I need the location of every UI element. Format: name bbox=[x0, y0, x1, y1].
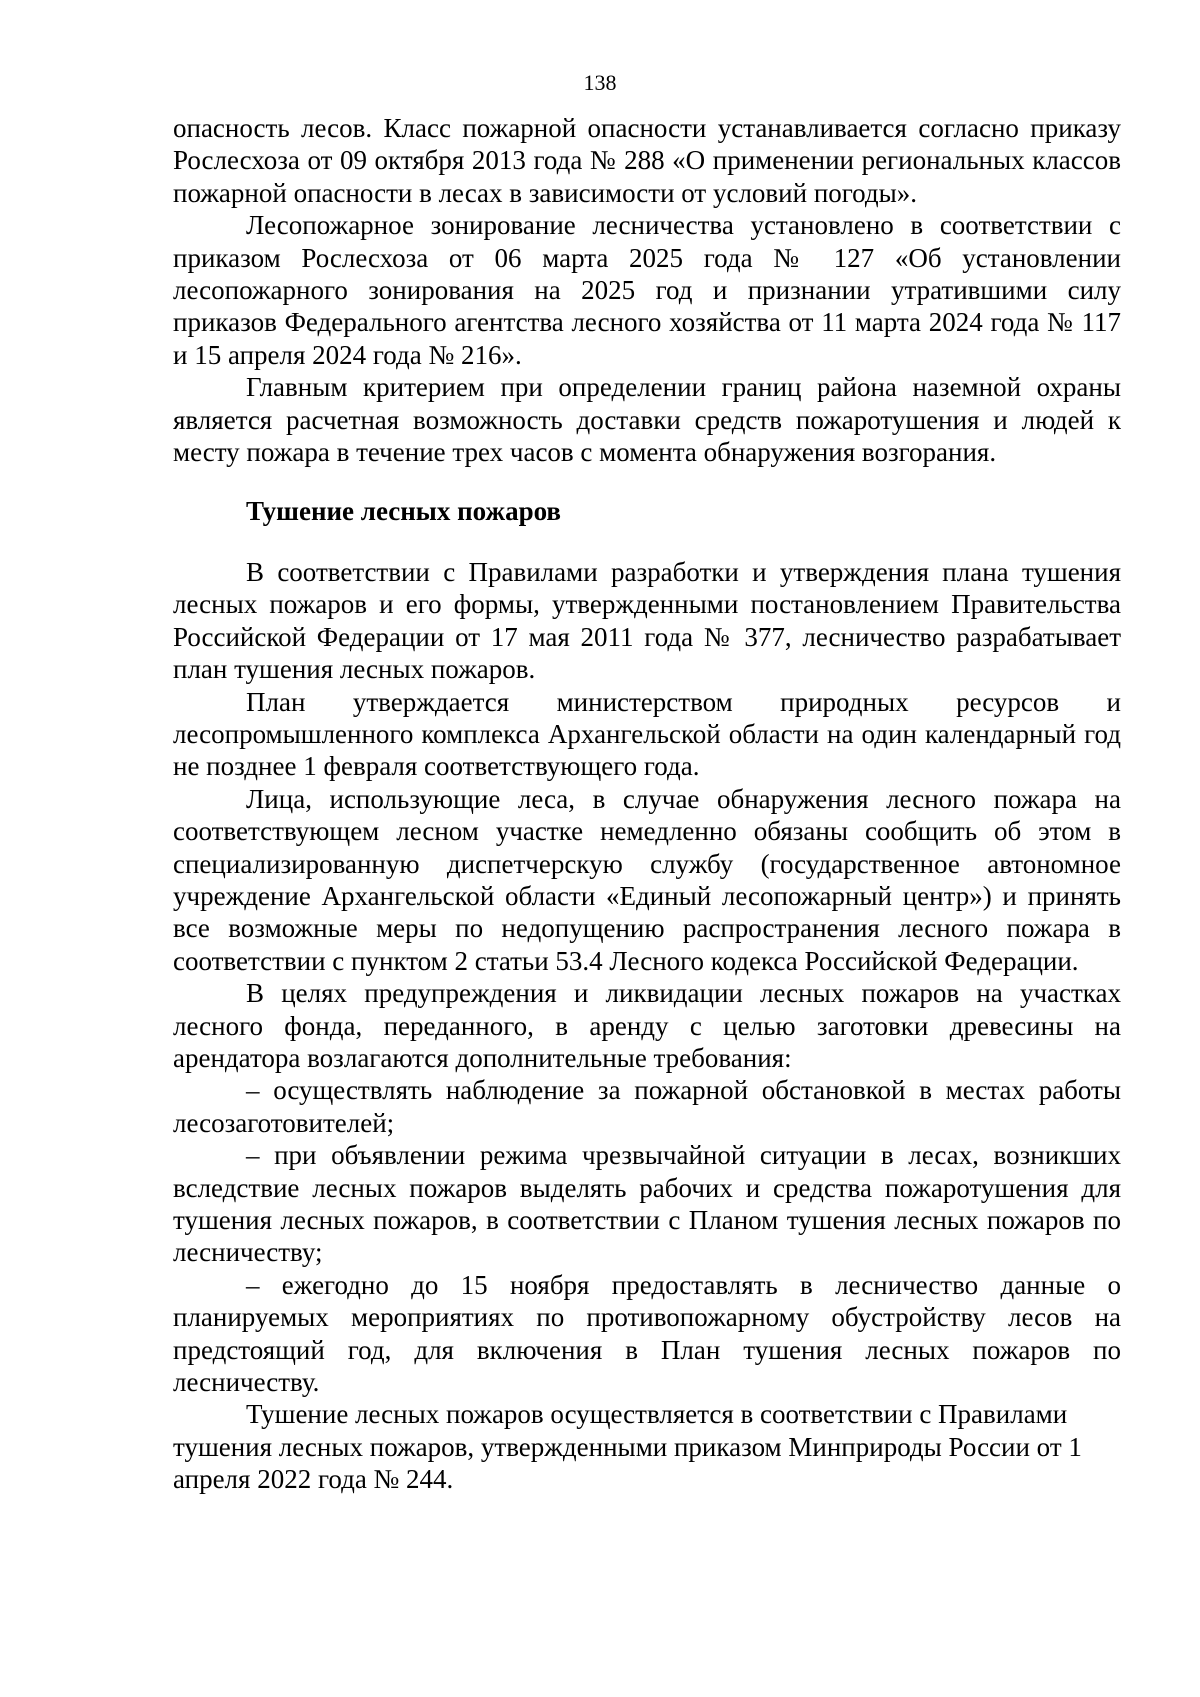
paragraph: Лесопожарное зонирование лесничества установлено в соответствии с приказом Рослесхоза от 06 марта 2025 года № 127 «Об установлении лесопожарного зонирования на 2025 год и признании утратившими силу приказов Федерального агентства лесного хозяйства от 11 марта 2024 года № 117 и 15 апреля 2024 года № 216». bbox=[173, 210, 1121, 370]
paragraph: опасность лесов. Класс пожарной опасности устанавливается согласно приказу Рослесхоза от 09 октября 2013 года № 288 «О применении региональных классов пожарной опасности в лесах в зависимости от условий погоды». bbox=[173, 113, 1121, 208]
paragraph: Тушение лесных пожаров осуществляется в соответствии с Правилами тушения лесных пожаров, утвержденными приказом Минприроды России от 1 апреля 2022 года № 244. bbox=[173, 1399, 1082, 1495]
section-heading: Тушение лесных пожаров bbox=[246, 496, 562, 527]
page-number: 138 bbox=[583, 70, 617, 95]
paragraph: План утверждается министерством природных ресурсов и лесопромышленного комплекса Архангельской области на один календарный год не позднее 1 февраля соответствующего года. bbox=[173, 686, 1121, 782]
paragraph: В соответствии с Правилами разработки и утверждения плана тушения лесных пожаров и его формы, утвержденными постановлением Правительства Российской Федерации от 17 мая 2011 года № 377, лесничество разрабатывает план тушения лесных пожаров. bbox=[173, 556, 1121, 685]
list-item: – ежегодно до 15 ноября предоставлять в лесничество данные о планируемых мероприятиях по противопожарному обустройству лесов на предстоящий год, для включения в План тушения лесных пожаров по лесничеству. bbox=[173, 1269, 1121, 1398]
document-body bbox=[173, 112, 1121, 1496]
paragraph: Лица, использующие леса, в случае обнаружения лесного пожара на соответствующем лесном участке немедленно обязаны сообщить об этом в специализированную диспетчерскую службу (государственное автономное учреждение Архангельской области «Единый лесопожарный центр») и принять все возможные меры по недопущению распространения лесного пожара в соответствии с пунктом 2 статьи 53.4 Лесного кодекса Российской Федерации. bbox=[173, 783, 1121, 976]
paragraph: В целях предупреждения и ликвидации лесных пожаров на участках лесного фонда, переданного, в аренду с целью заготовки древесины на арендатора возлагаются дополнительные требования: bbox=[173, 978, 1121, 1073]
paragraph: Главным критерием при определении границ района наземной охраны является расчетная возможность доставки средств пожаротушения и людей к месту пожара в течение трех часов с момента обнаружения возгорания. bbox=[173, 372, 1121, 468]
list-item: – при объявлении режима чрезвычайной ситуации в лесах, возникших вследствие лесных пожаров выделять рабочих и средства пожаротушения для тушения лесных пожаров, в соответствии с Планом тушения лесных пожаров по лесничеству; bbox=[173, 1140, 1121, 1268]
list-item: – осуществлять наблюдение за пожарной обстановкой в местах работы лесозаготовителей; bbox=[173, 1075, 1121, 1138]
